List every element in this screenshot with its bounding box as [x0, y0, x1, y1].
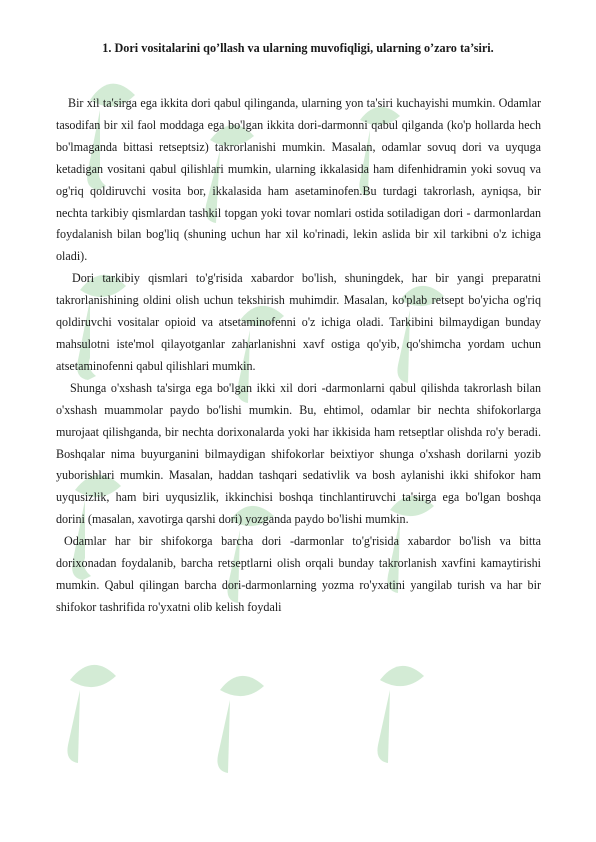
document-title: 1. Dori vositalarini qo’llash va ularning muvofiqligi, ularning o’zaro ta’siri.: [102, 41, 494, 55]
paragraph-1: Bir xil ta'sirga ega ikkita dori qabul qilinganda, ularning yon ta'siri kuchayishi mumkin. Odamlar tasodifan bir xil faol moddaga ega bo'lgan ikkita dori-darmonni qabul qilganda (ko'p hollarda hech bo'lmaganda bittasi retseptsiz) takrorlanishi mumkin. Masalan, odamlar sovuq dori va uyquga ketadigan vositani qabul qilishlari mumkin, ularning ikkalasida ham difenhidramin yoki sovuq va og'riq qoldiruvchi vosita bor, ikkalasida ham asetaminofen.Bu turdagi takrorlash, ayniqsa, bir nechta tarkibiy qismlardan tashkil topgan yoki tovar nomlari ostida sotiladigan dori - darmonlardan foydalanish bilan bog'liq (shuning uchun har xil ko'rinadi, lekin aslida bir xil tarkibni o'z ichiga oladi).: [56, 96, 541, 264]
paragraph-2: Dori tarkibiy qismlari to'g'risida xabardor bo'lish, shuningdek, har bir yangi preparatni takrorlanishining oldini olish uchun tekshirish muhimdir. Masalan, ko'plab retsept bo'yicha og'riq qoldiruvchi vositalar opioid va atsetaminofenni o'z ichiga oladi. Tarkibini bilmaydigan bunday mahsulotni iste'mol qilayotganlar zaharlanishni xavf ostiga qo'yib, qo'shimcha yordam uchun atsetaminofenni qabul qilishlari mumkin.: [56, 271, 541, 373]
paragraph-4: Odamlar har bir shifokorga barcha dori -darmonlar to'g'risida xabardor bo'lish va bitta dorixonadan foydalanib, barcha retseptlarni olish orqali bunday takrorlanish xavfini kamaytirishi mumkin. Qabul qilingan barcha dori-darmonlarning yozma ro'yxatini yangilab turish va har bir shifokor tashrifida ro'yxatni olib kelish foydali: [56, 534, 541, 614]
document-body: [56, 93, 541, 619]
paragraph-3: Shunga o'xshash ta'sirga ega bo'lgan ikki xil dori -darmonlarni qabul qilishda takrorlash bilan o'xshash muammolar paydo bo'lishi mumkin. Bu, ehtimol, odamlar bir nechta shifokorlarga murojaat qilishganda, bir nechta dorixonalarda yoki har ikkisida ham retseptlar olishda ro'y beradi. Boshqalar nima buyurganini bilmaydigan shifokorlar beixtiyor shunga o'xshash dorilarni yozib yuborishlari mumkin. Masalan, haddan tashqari sedativlik va bosh aylanishi ikki shifokor ham uyqusizlik, ham biri uyqusizlik, ikkinchisi boshqa tinchlantiruvchi ta'sirga ega bo'lgan boshqa dorini (masalan, xavotirga qarshi dori) yozganda paydo bo'lishi mumkin.: [56, 380, 541, 527]
